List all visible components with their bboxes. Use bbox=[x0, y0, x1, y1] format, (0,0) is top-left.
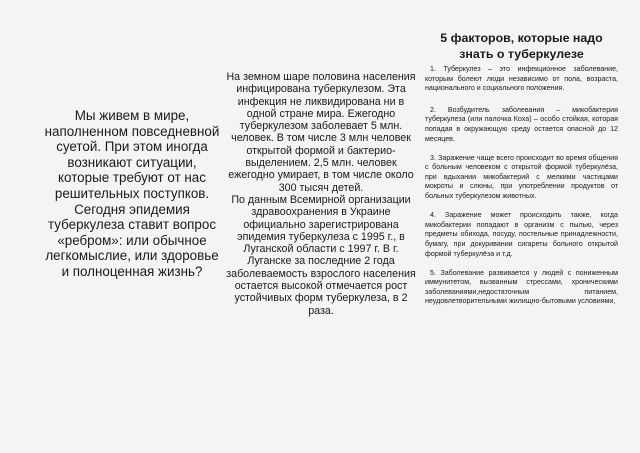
intro-column bbox=[42, 108, 222, 280]
factor-item-4: 4. Заражение может происходить также, когда микобактерии попадают в организм с пылью, через предметы обихода, посуду, постельные принадлежности, бумагу, при докуривании сигареты больного открытой формой туберкулёза и т.д. bbox=[425, 211, 618, 258]
factor-item-5: 5. Заболевание развивается у людей с пониженным иммунитетом, вызванным стрессами, хроническими заболеваниями,недостаточным питанием, неудовлетворительными жилищно-бытовыми условиями, bbox=[425, 268, 618, 306]
factor-item-1: 1. Туберкулез – это инфекционное заболевание, которым болеют люди независимо от пола, возраста, национального и социального положения. bbox=[425, 65, 618, 93]
factors-column bbox=[425, 30, 618, 316]
statistics-paragraph-1: На земном шаре половина населения инфицирована туберкулезом. Эта инфекция не ликвидирована ни в одной стране мира. Ежегодно туберкулезом заболевает 5 млн. человек. В том числе 3 млн человек открытой формой и бактерио-выделением. 2,5 млн. человек ежегодно умирает, в том числе около 300 тысяч детей. bbox=[226, 71, 416, 194]
intro-text: Мы живем в мире, наполненном повседневной суетой. При этом иногда возникают ситуации, которые требуют от нас решительных поступков. Сегодня эпидемия туберкулеза ставит вопрос «ребром»: или обычное легкомыслие, или здоровье и полноценная жизнь? bbox=[44, 108, 220, 279]
factor-item-2: 2. Возбудитель заболевания – микобактерия туберкулеза (или палочка Коха) – особо стойкая, которая попадая в окружающую среду остается опасной до 12 месяцев. bbox=[425, 105, 618, 143]
factor-item-3: 3. Заражение чаще всего происходит во время общения с больным человеком с открытой формой туберкулёза, при вдыхании микобактерий с мелкими частицами мокроты и слюны, при употреблении продуктов от больных туберкулезом животных. bbox=[425, 153, 618, 201]
statistics-column bbox=[226, 71, 416, 317]
factors-title: 5 факторов, которые надо знать о туберкулезе bbox=[440, 31, 603, 61]
statistics-paragraph-2: По данным Всемирной организации здравоохранения в Украине официально зарегистрирована эпидемия туберкулеза с 1995 г., в Луганской области с 1997 г. В г. Луганске за последние 2 года заболеваемость взрослого населения остается высокой отмечается рост устойчивых форм туберкулеза, в 2 раза. bbox=[226, 193, 416, 317]
